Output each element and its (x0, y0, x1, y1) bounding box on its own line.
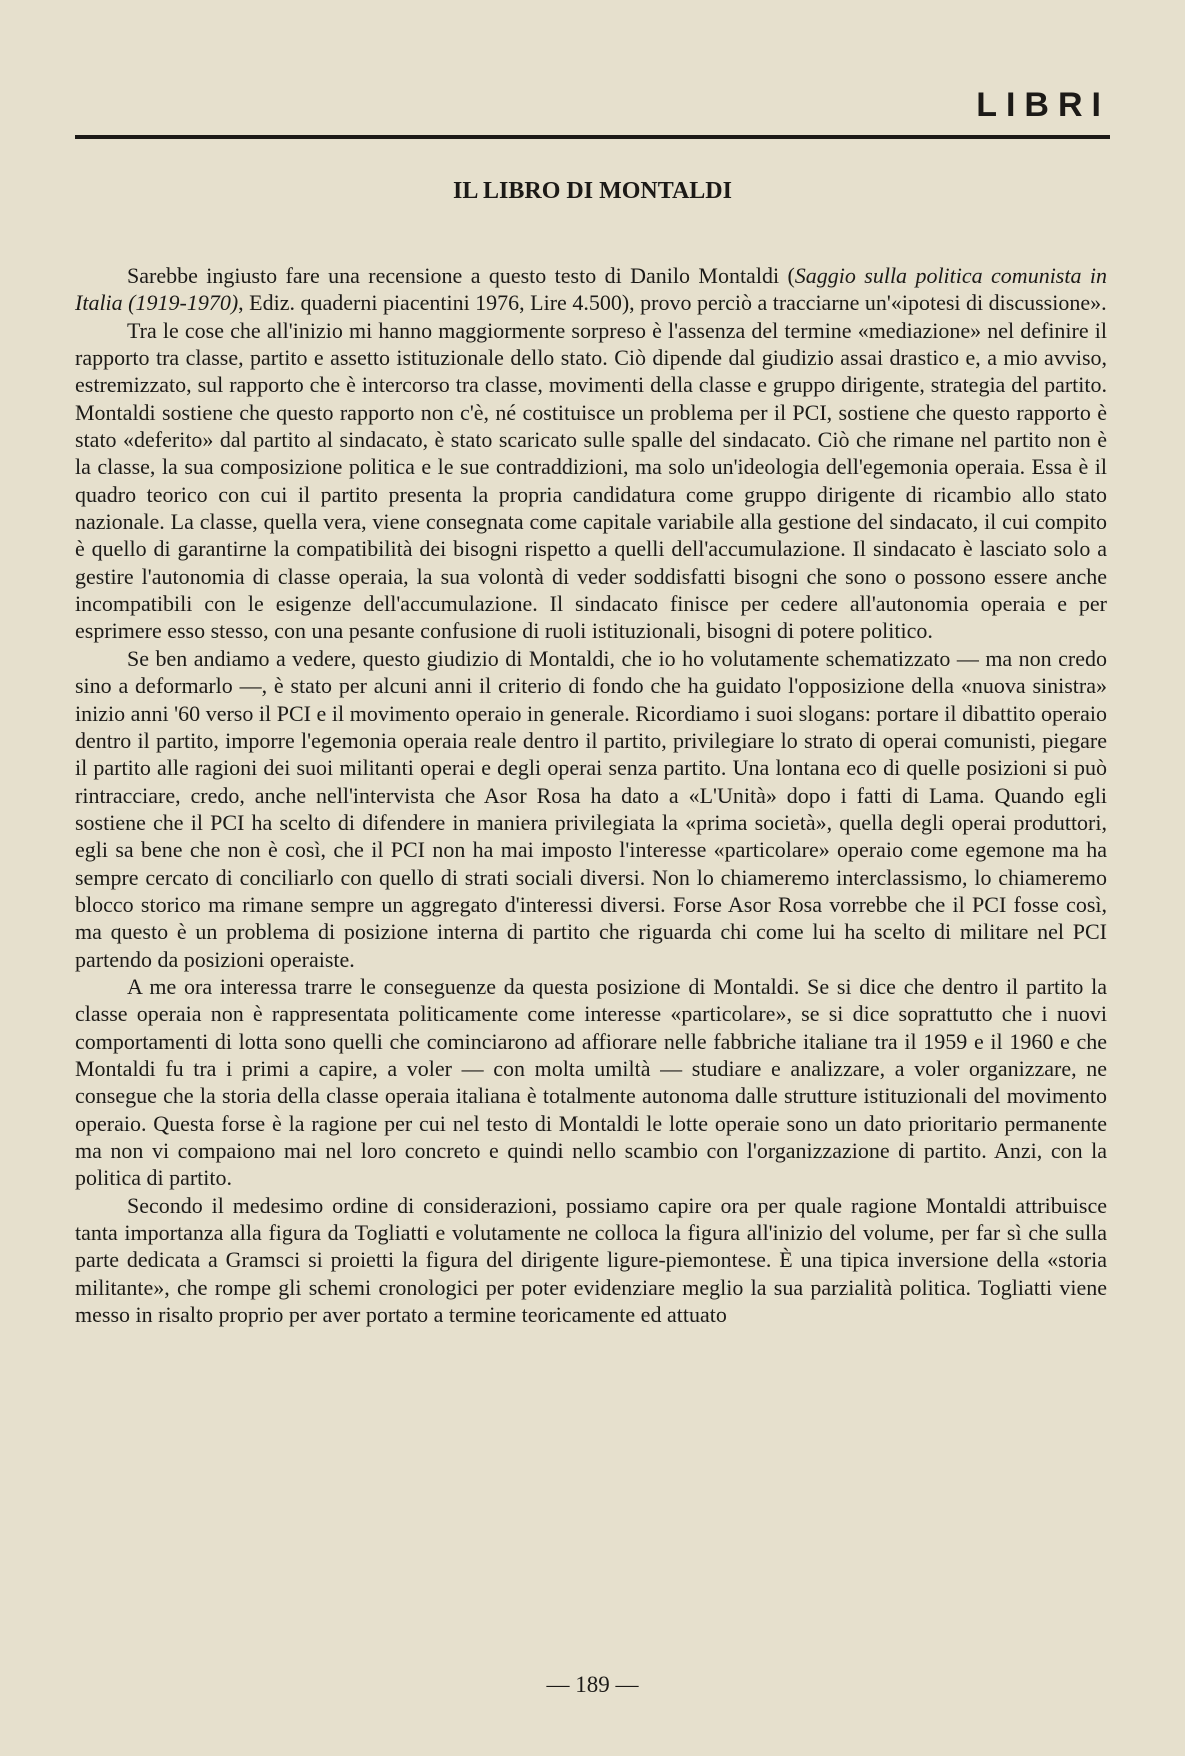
article-body (75, 262, 1107, 1328)
intro-text-end: , Ediz. quaderni piacentini 1976, Lire 4.500), provo perciò a tracciarne un'«ipotesi di discussione». (238, 290, 1107, 316)
paragraph: Tra le cose che all'inizio mi hanno maggiormente sorpreso è l'assenza del termine «mediazione» nel definire il rapporto tra classe, partito e assetto istituzionale dello stato. Ciò dipende dal giudizio assai drastico e, a mio avviso, estremizzato, sul rapporto che è intercorso tra classe, movimenti della classe e gruppo dirigente, strategia del partito. Montaldi sostiene che questo rapporto non c'è, né costituisce un problema per il PCI, sostiene che questo rapporto è stato «deferito» dal partito al sindacato, è stato scaricato sulle spalle del sindacato. Ciò che rimane nel partito non è la classe, la sua composizione politica e le sue contraddizioni, ma solo un'ideologia dell'egemonia operaia. Essa è il quadro teorico con cui il partito presenta la propria candidatura come gruppo dirigente di ricambio allo stato nazionale. La classe, quella vera, viene consegnata come capitale variabile alla gestione del sindacato, il cui compito è quello di garantirne la compatibilità dei bisogni rispetto a quelli dell'accumulazione. Il sindacato è lasciato solo a gestire l'autonomia di classe operaia, la sua volontà di veder soddisfatti bisogni che sono o possono essere anche incompatibili con le esigenze dell'accumulazione. Il sindacato finisce per cedere all'autonomia operaia e per esprimere esso stesso, con una pesante confusione di ruoli istituzionali, bisogni di potere politico. (75, 317, 1107, 644)
book-title: Saggio sulla politica comunista in Italia (1919-1970) (75, 263, 1107, 316)
intro-paragraph (75, 262, 1107, 317)
header-rule (75, 135, 1110, 139)
intro-text-start: Sarebbe ingiusto fare una recensione a questo testo di Danilo Montaldi ( (127, 263, 795, 288)
section-label: LIBRI (976, 86, 1110, 124)
page-number: — 189 — (546, 1672, 639, 1697)
paragraph: A me ora interessa trarre le conseguenze da questa posizione di Montaldi. Se si dice che dentro il partito la classe operaia non è rappresentata politicamente come interesse «particolare», se si dice soprattutto che i nuovi comportamenti di lotta sono quelli che cominciarono ad affiorare nelle fabbriche italiane tra il 1959 e il 1960 e che Montaldi fu tra i primi a capire, a voler — con molta umiltà — studiare e analizzare, a voler organizzare, ne consegue che la storia della classe operaia italiana è totalmente autonoma dalle strutture istituzionali del movimento operaio. Questa forse è la ragione per cui nel testo di Montaldi le lotte operaie sono un dato prioritario permanente ma non vi compaiono mai nel loro concreto e quindi nello scambio con l'organizzazione di partito. Anzi, con la politica di partito. (75, 973, 1107, 1191)
paragraph: Secondo il medesimo ordine di considerazioni, possiamo capire ora per quale ragione Montaldi attribuisce tanta importanza alla figura da Togliatti e volutamente ne colloca la figura all'inizio del volume, per far sì che sulla parte dedicata a Gramsci si proietti la figura del dirigente ligure-piemontese. È una tipica inversione della «storia militante», che rompe gli schemi cronologici per poter evidenziare meglio la sua parzialità politica. Togliatti viene messo in risalto proprio per aver portato a termine teoricamente ed attuato (75, 1192, 1107, 1328)
paragraph: Se ben andiamo a vedere, questo giudizio di Montaldi, che io ho volutamente schematizzato — ma non credo sino a deformarlo —, è stato per alcuni anni il criterio di fondo che ha guidato l'opposizione della «nuova sinistra» inizio anni '60 verso il PCI e il movimento operaio in generale. Ricordiamo i suoi slogans: portare il dibattito operaio dentro il partito, imporre l'egemonia operaia reale dentro il partito, privilegiare lo strato di operai comunisti, piegare il partito alle ragioni dei suoi militanti operai e degli operai senza partito. Una lontana eco di quelle posizioni si può rintracciare, credo, anche nell'intervista che Asor Rosa ha dato a «L'Unità» dopo i fatti di Lama. Quando egli sostiene che il PCI ha scelto di difendere in maniera privilegiata la «prima società», quella degli operai produttori, egli sa bene che non è così, che il PCI non ha mai imposto l'interesse «particolare» operaio come egemone ma ha sempre cercato di conciliarlo con quello di strati sociali diversi. Non lo chiameremo interclassismo, lo chiameremo blocco storico ma rimane sempre un aggregato d'interessi diversi. Forse Asor Rosa vorrebbe che il PCI fosse così, ma questo è un problema di posizione interna di partito che riguarda chi come lui ha scelto di militare nel PCI partendo da posizioni operaiste. (75, 645, 1107, 972)
article-title: IL LIBRO DI MONTALDI (453, 178, 732, 204)
